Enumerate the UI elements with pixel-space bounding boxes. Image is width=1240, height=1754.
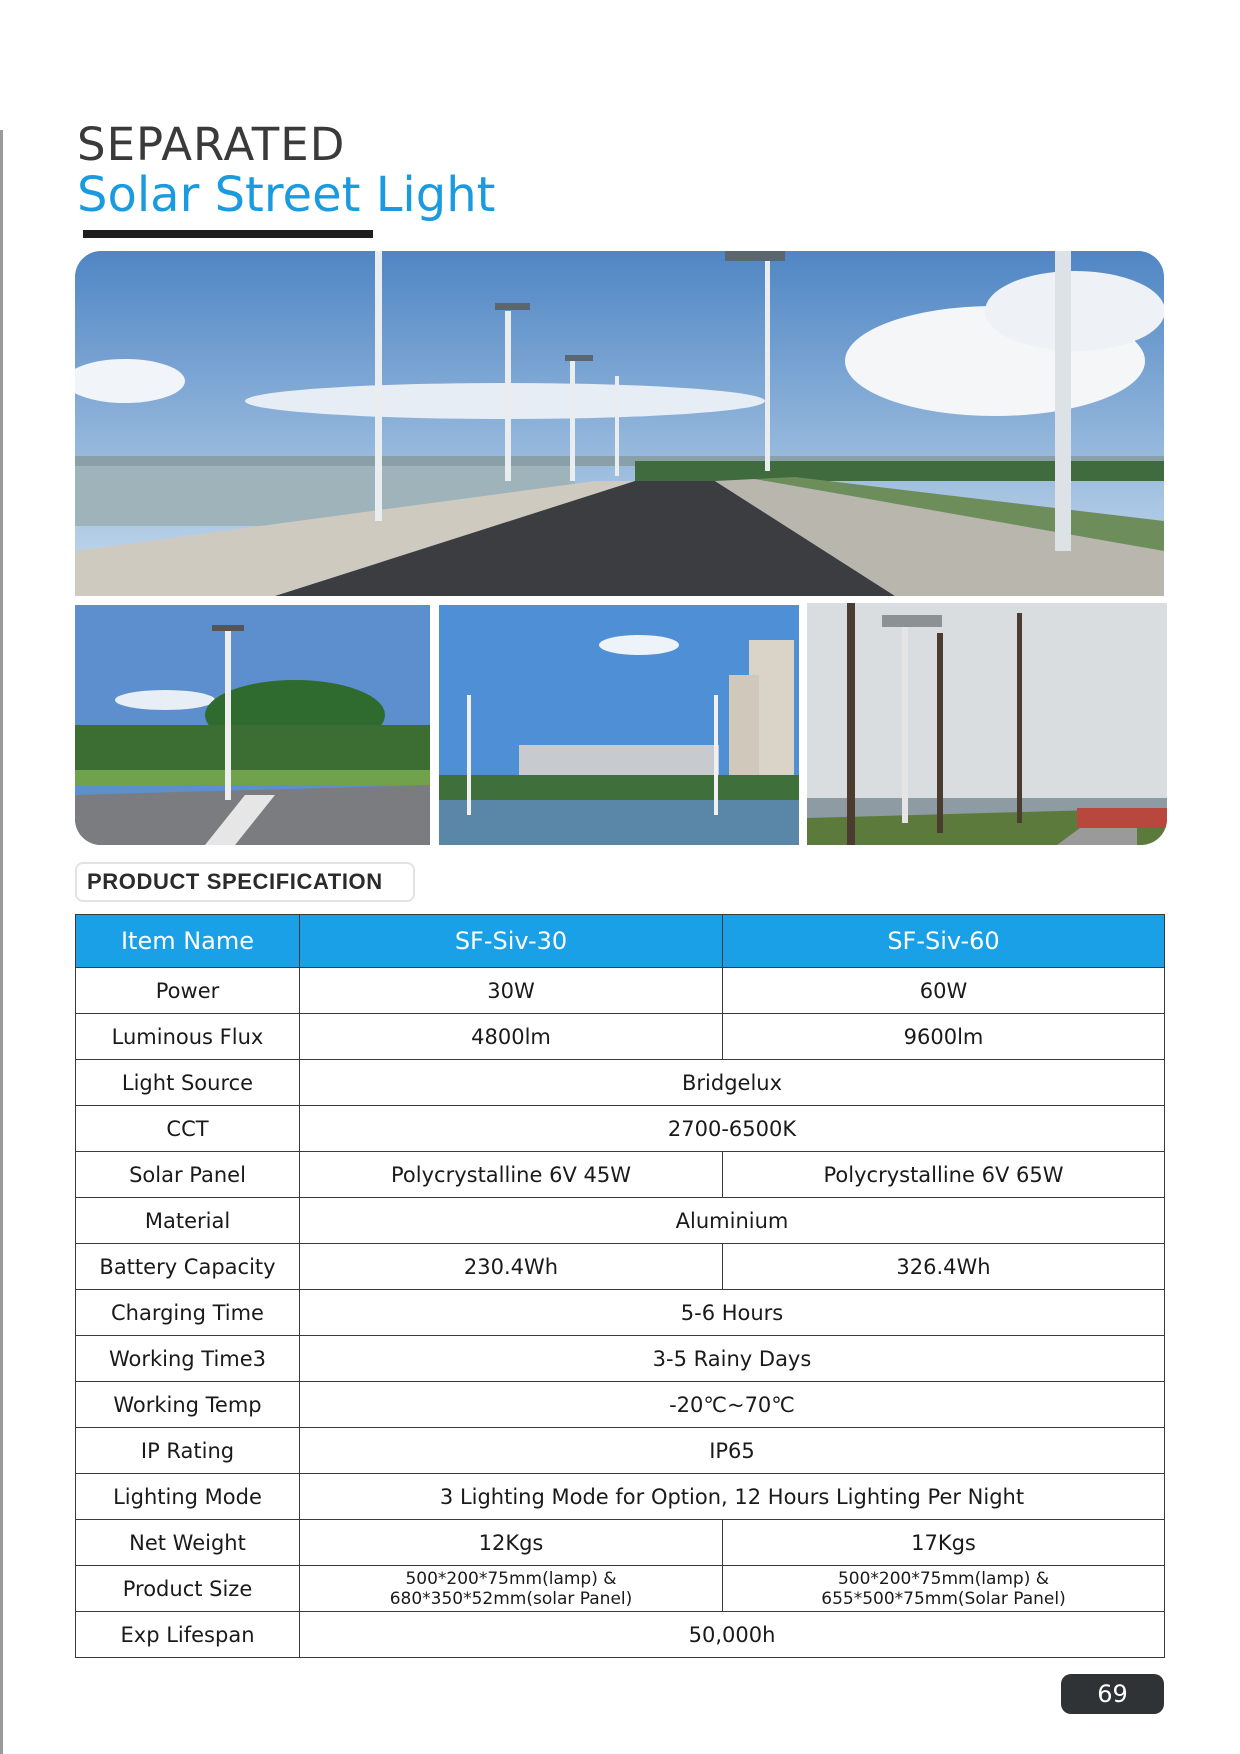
row-label: Luminous Flux <box>76 1014 300 1060</box>
cell-value: 2700-6500K <box>300 1106 1165 1152</box>
table-row <box>76 1152 1165 1198</box>
cell-value: 230.4Wh <box>300 1244 723 1290</box>
page-title-line2: Solar Street Light <box>77 167 496 223</box>
table-header-row <box>76 915 1165 968</box>
table-row <box>76 1566 1165 1612</box>
table-row <box>76 1244 1165 1290</box>
row-label: Charging Time <box>76 1290 300 1336</box>
table-row <box>76 1290 1165 1336</box>
table-row <box>76 1014 1165 1060</box>
main-street-photo <box>75 251 1164 596</box>
table-row <box>76 1428 1165 1474</box>
cell-value: IP65 <box>300 1428 1165 1474</box>
table-row <box>76 1382 1165 1428</box>
park-street-photo <box>75 605 430 845</box>
table-row <box>76 1612 1165 1658</box>
table-row <box>76 1106 1165 1152</box>
table-row <box>76 1060 1165 1106</box>
cell-value: 9600lm <box>723 1014 1165 1060</box>
marina-photo <box>439 605 799 845</box>
row-label: Net Weight <box>76 1520 300 1566</box>
header-model-30: SF-Siv-30 <box>300 915 723 968</box>
header-item-name: Item Name <box>76 915 300 968</box>
table-row <box>76 1336 1165 1382</box>
cell-value: 4800lm <box>300 1014 723 1060</box>
cell-value: 30W <box>300 968 723 1014</box>
row-label: Lighting Mode <box>76 1474 300 1520</box>
cell-value: 50,000h <box>300 1612 1165 1658</box>
table-row <box>76 1474 1165 1520</box>
row-label: Material <box>76 1198 300 1244</box>
row-label: Light Source <box>76 1060 300 1106</box>
tree-lined-path-photo <box>807 603 1167 845</box>
row-label: IP Rating <box>76 1428 300 1474</box>
cell-value: Aluminium <box>300 1198 1165 1244</box>
cell-value: 12Kgs <box>300 1520 723 1566</box>
cell-value: 5-6 Hours <box>300 1290 1165 1336</box>
cell-value: Bridgelux <box>300 1060 1165 1106</box>
product-specification-heading: PRODUCT SPECIFICATION <box>75 862 415 902</box>
row-label: CCT <box>76 1106 300 1152</box>
cell-value: Polycrystalline 6V 65W <box>723 1152 1165 1198</box>
table-row <box>76 1198 1165 1244</box>
table-row <box>76 968 1165 1014</box>
row-label: Working Time3 <box>76 1336 300 1382</box>
cell-value: 500*200*75mm(lamp) & 655*500*75mm(Solar Panel) <box>723 1566 1165 1612</box>
cell-value: 3-5 Rainy Days <box>300 1336 1165 1382</box>
row-label: Working Temp <box>76 1382 300 1428</box>
row-label: Product Size <box>76 1566 300 1612</box>
row-label: Battery Capacity <box>76 1244 300 1290</box>
row-label: Exp Lifespan <box>76 1612 300 1658</box>
row-label: Power <box>76 968 300 1014</box>
page-number-badge: 69 <box>1061 1674 1164 1714</box>
title-underline <box>83 230 373 238</box>
cell-value: 500*200*75mm(lamp) & 680*350*52mm(solar Panel) <box>300 1566 723 1612</box>
page-side-rule <box>0 130 3 1754</box>
specification-table <box>75 914 1165 1658</box>
cell-value: Polycrystalline 6V 45W <box>300 1152 723 1198</box>
cell-value: -20℃~70℃ <box>300 1382 1165 1428</box>
cell-value: 3 Lighting Mode for Option, 12 Hours Lighting Per Night <box>300 1474 1165 1520</box>
cell-value: 17Kgs <box>723 1520 1165 1566</box>
row-label: Solar Panel <box>76 1152 300 1198</box>
cell-value: 326.4Wh <box>723 1244 1165 1290</box>
cell-value: 60W <box>723 968 1165 1014</box>
table-row <box>76 1520 1165 1566</box>
page-title-line1: SEPARATED <box>77 118 346 171</box>
header-model-60: SF-Siv-60 <box>723 915 1165 968</box>
